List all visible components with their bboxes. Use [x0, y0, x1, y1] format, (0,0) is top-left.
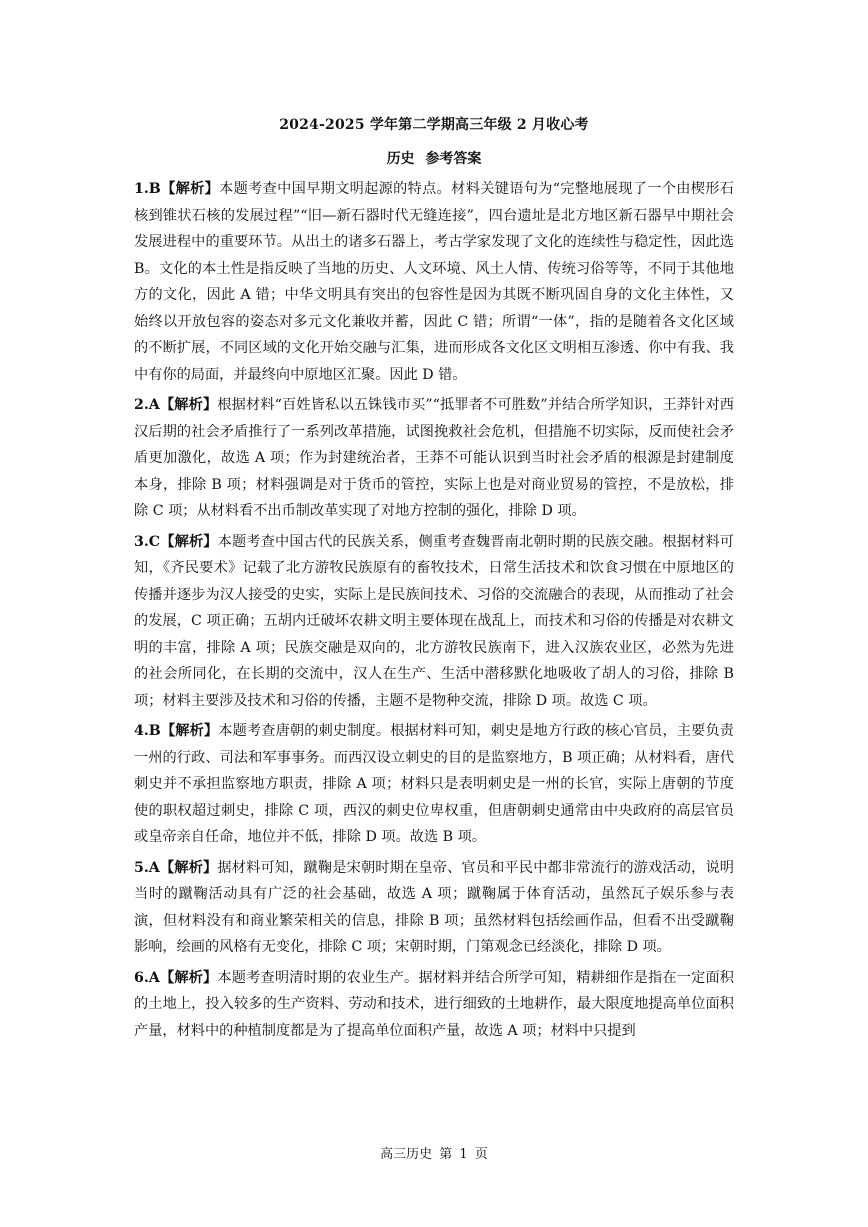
answer-item-5 [134, 855, 734, 961]
document-subtitle: 历史 参考答案 [386, 151, 482, 167]
answer-lead: 4.B【解析】 [134, 723, 219, 739]
answer-lead: 2.A【解析】 [134, 397, 218, 413]
answer-text: 据材料可知，蹴鞠是宋朝时期在皇帝、官员和平民中都非常流行的游戏活动，说明当时的蹴鞠活动具有广泛的社会基础，故选 A 项；蹴鞠属于体育活动，虽然瓦子娱乐参与表演，但材料没有和商业繁荣相关的信息，排除 B 项；虽然材料包括绘画作品，但看不出受蹴鞠影响，绘画的风格有无变化，排除 C 项；宋朝时期，门第观念已经淡化，排除 D 项。 [134, 859, 734, 955]
answer-text: 本题考查中国早期文明起源的特点。材料关键语句为“完整地展现了一个由楔形石核到锥状石核的发展过程”“旧—新石器时代无缝连接”，四台遗址是北方地区新石器早中期社会发展进程中的重要环节。从出土的诸多石器上，考古学家发现了文化的连续性与稳定性，因此选 B。文化的本土性是指反映了当地的历史、人文环境、风土人情、传统习俗等等，不同于其他地方的文化，因此 A 错；中华文明具有突出的包容性是因为其既不断巩固自身的文化主体性，又始终以开放包容的姿态对多元文化兼收并蓄，因此 C 错；所谓“一体”，指的是随着各文化区域的不断扩展，不同区域的文化开始交融与汇集，进而形成各文化区文明相互渗透、你中有我、我中有你的局面，并最终向中原地区汇聚。因此 D 错。 [134, 181, 734, 383]
answer-text: 本题考查中国古代的民族关系，侧重考查魏晋南北朝时期的民族交融。根据材料可知，《齐民要术》记载了北方游牧民族原有的畜牧技术，日常生活技术和饮食习惯在中原地区的传播并逐步为汉人接受的史实，实际上是民族间技术、习俗的交流融合的表现，从而推动了社会的发展，C 项正确；五胡内迁破坏农耕文明主要体现在战乱上，而技术和习俗的传播是对农耕文明的丰富，排除 A 项；民族交融是双向的，北方游牧民族南下，进入汉族农业区，必然为先进的社会所同化，在长期的交流中，汉人在生产、生活中潜移默化地吸收了胡人的习俗，排除 B 项；材料主要涉及技术和习俗的传播，主题不是物种交流，排除 D 项。故选 C 项。 [134, 533, 734, 709]
answer-lead: 3.C【解析】 [134, 533, 218, 550]
answer-item-4 [134, 718, 734, 851]
answer-item-3 [134, 529, 734, 715]
answer-item-1 [134, 176, 734, 388]
answer-lead: 5.A【解析】 [134, 859, 218, 876]
answer-text: 本题考查明清时期的农业生产。据材料并结合所学可知，精耕细作是指在一定面积的土地上，投入较多的生产资料、劳动和技术，进行细致的土地耕作，最大限度地提高单位面积产量，材料中的种植制度都是为了提高单位面积产量，故选 A 项；材料中只提到 [134, 969, 734, 1039]
answer-list [134, 176, 734, 1048]
document-title: 2024-2025 学年第二学期高三年级 2 月收心考 [279, 117, 589, 133]
answer-lead: 6.A【解析】 [134, 969, 218, 986]
answer-text: 本题考查唐朝的刺史制度。根据材料可知，刺史是地方行政的核心官员，主要负责一州的行政、司法和军事事务。而西汉设立刺史的目的是监察地方，B 项正确；从材料看，唐代刺史并不承担监察地方职责，排除 A 项；材料只是表明刺史是一州的长官，实际上唐朝的节度使的职权超过刺史，排除 C 项，西汉的刺史位卑权重，但唐朝刺史通常由中央政府的高层官员或皇帝亲自任命，地位并不低，排除 D 项。故选 B 项。 [134, 723, 734, 845]
answer-item-2 [134, 392, 734, 525]
answer-lead: 1.B【解析】 [134, 181, 220, 197]
answer-item-6 [134, 965, 734, 1045]
answer-text: 根据材料“百姓皆私以五铢钱市买”“抵罪者不可胜数”并结合所学知识，王莽针对西汉后期的社会矛盾推行了一系列改革措施，试图挽救社会危机，但措施不切实际，反而使社会矛盾更加激化，故选 A 项；作为封建统治者，王莽不可能认识到当时社会矛盾的根源是封建制度本身，排除 B 项；材料强调是对于货币的管控，实际上也是对商业贸易的管控，不是放松，排除 C 项；从材料看不出币制改革实现了对地方控制的强化，排除 D 项。 [134, 397, 734, 519]
page-footer: 高三历史 第 1 页 [380, 1147, 488, 1162]
